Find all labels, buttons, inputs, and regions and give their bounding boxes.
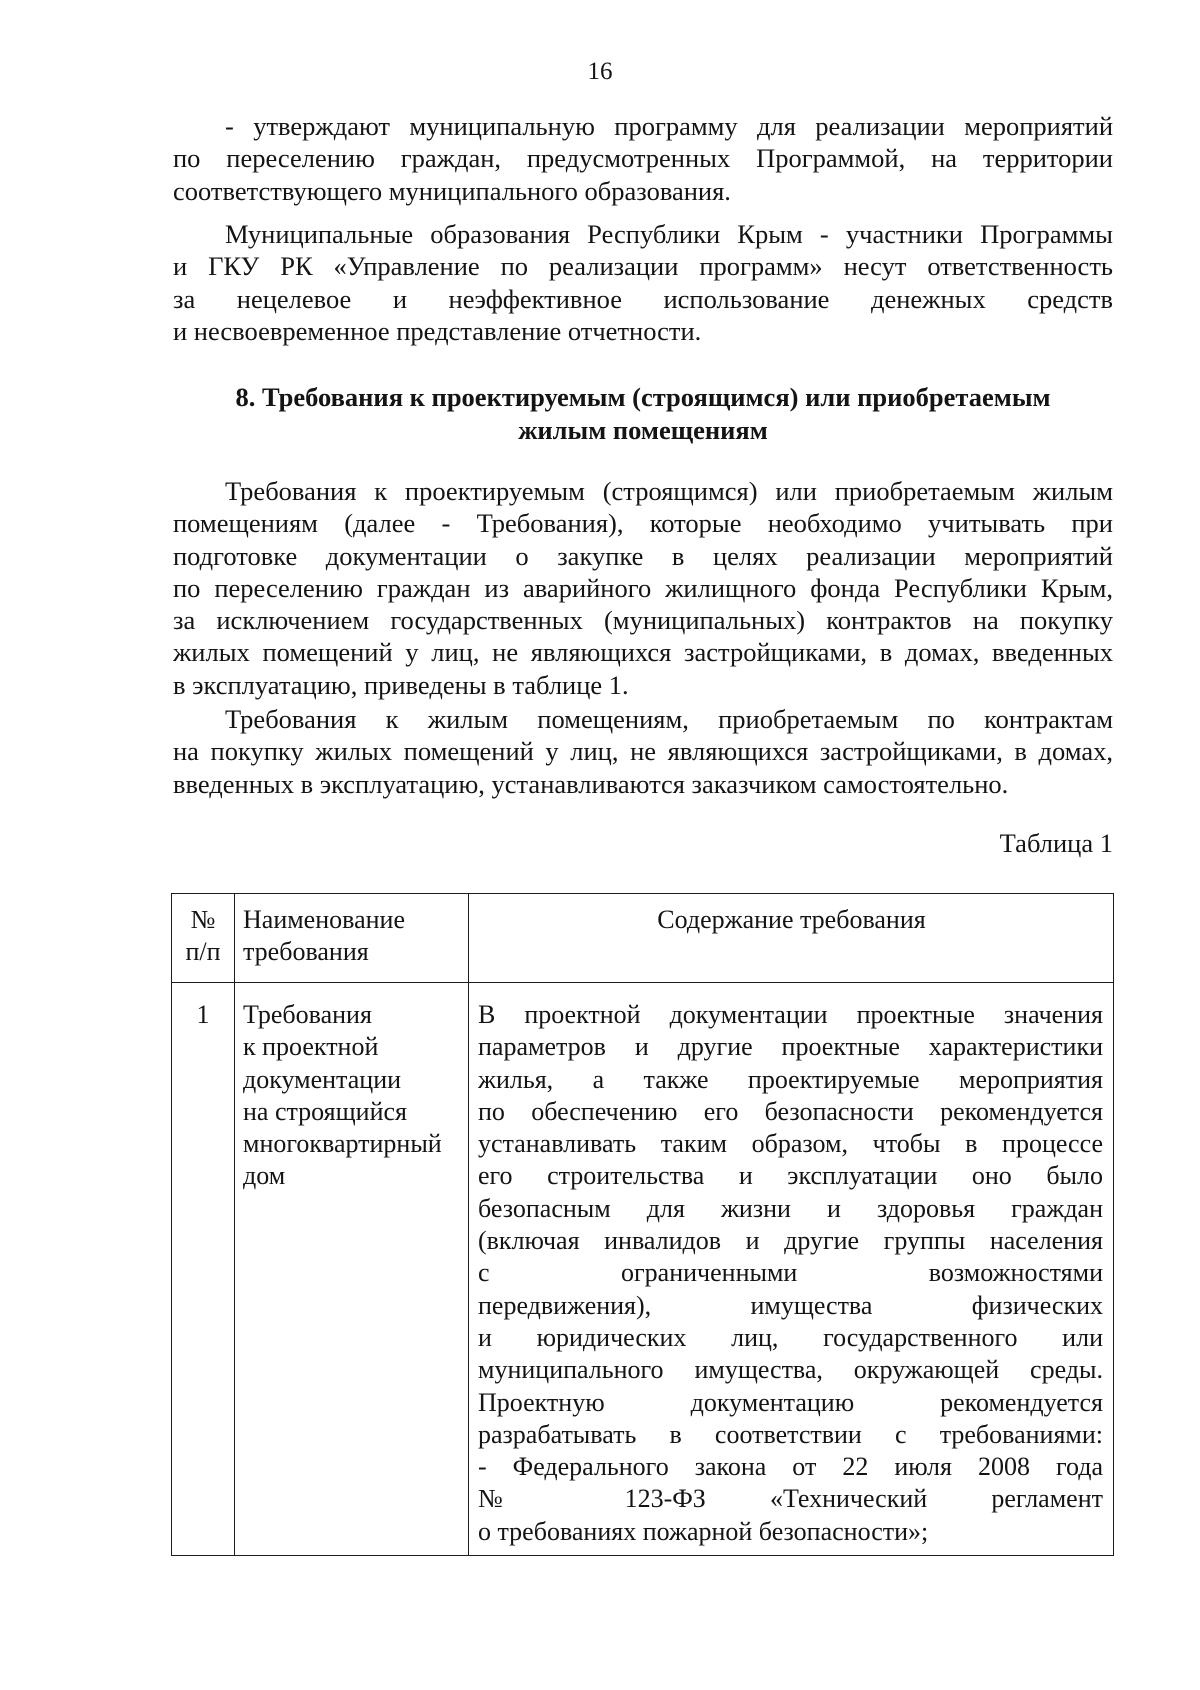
paragraph-line: и ГКУ РК «Управление по реализации программ» несут ответственность — [173, 251, 1113, 282]
row-content-line: жилья, а также проектируемые мероприятия — [478, 1064, 1103, 1094]
header-cell-content — [470, 904, 1113, 936]
table-caption: Таблица 1 — [999, 828, 1113, 858]
paragraph-line: подготовке документации о закупке в целях реализации мероприятий — [173, 540, 1113, 571]
paragraph-line: соответствующего муниципального образования. — [173, 175, 731, 206]
row-content-line: Проектную документацию рекомендуется — [478, 1387, 1103, 1417]
section-heading-line: 8. Требования к проектируемым (строящимся) или приобретаемым — [235, 382, 1051, 412]
column-divider — [468, 894, 469, 1555]
responsibility-paragraph — [173, 218, 1113, 347]
requirements-table — [171, 893, 1114, 1556]
header-divider — [172, 982, 1113, 983]
row-content-line: - Федерального закона от 22 июля 2008 года — [478, 1452, 1103, 1482]
paragraph-line: за нецелевое и неэффективное использование денежных средств — [173, 283, 1113, 314]
row-name-line: дом — [243, 1161, 286, 1191]
customer-paragraph — [173, 703, 1113, 800]
page-number: 16 — [587, 58, 613, 85]
row-content-line: № 123-ФЗ «Технический регламент — [478, 1484, 1103, 1514]
header-text: Наименование — [243, 905, 405, 934]
intro-paragraph — [173, 110, 1113, 207]
paragraph-line: Муниципальные образования Республики Крым - участники Программы — [225, 219, 1113, 249]
row-content-line: параметров и другие проектные характеристики — [478, 1032, 1103, 1062]
row-name-line: документации — [243, 1064, 402, 1094]
row-name-line: многоквартирный — [243, 1129, 442, 1159]
header-text: п/п — [185, 937, 221, 967]
row-content-line: разрабатывать в соответствии с требованиями: — [478, 1419, 1103, 1449]
paragraph-line: и несвоевременное представление отчетности. — [173, 315, 702, 346]
section-heading-line: жилым помещениям — [518, 415, 768, 445]
paragraph-line: Требования к жилым помещениям, приобретаемым по контрактам — [225, 704, 1113, 734]
paragraph-line: на покупку жилых помещений у лиц, не являющихся застройщиками, в домах, — [173, 736, 1113, 767]
row-content-line: устанавливать таким образом, чтобы в процессе — [478, 1129, 1103, 1159]
header-cell-number — [172, 904, 234, 969]
row-name-line: Требования — [243, 1000, 372, 1029]
paragraph-line: по переселению граждан, предусмотренных Программой, на территории — [173, 143, 1113, 174]
header-text: № — [190, 905, 216, 934]
row-name-cell — [243, 999, 465, 1193]
row-content-line: безопасным для жизни и здоровья граждан — [478, 1193, 1103, 1223]
row-content-line: муниципального имущества, окружающей среды. — [478, 1355, 1103, 1385]
row-content-line: о требованиях пожарной безопасности»; — [478, 1516, 929, 1546]
paragraph-line: Требования к проектируемым (строящимся) или приобретаемым жилым — [225, 476, 1113, 506]
paragraph-line: помещениям (далее - Требования), которые необходимо учитывать при — [173, 508, 1113, 539]
row-content-line: его строительства и эксплуатации оно было — [478, 1161, 1103, 1191]
section-heading — [173, 381, 1113, 447]
row-content-line: передвижения), имущества физических — [478, 1290, 1103, 1320]
row-content-line: по обеспечению его безопасности рекомендуется — [478, 1096, 1103, 1126]
header-text: Содержание требования — [657, 905, 926, 934]
paragraph-line: в эксплуатацию, приведены в таблице 1. — [173, 669, 629, 700]
row-content-line: (включая инвалидов и другие группы населения — [478, 1226, 1103, 1256]
row-content-line: и юридических лиц, государственного или — [478, 1322, 1103, 1352]
paragraph-line: введенных в эксплуатацию, устанавливаются заказчиком самостоятельно. — [173, 768, 1009, 799]
row-number: 1 — [196, 1000, 210, 1029]
paragraph-line: жилых помещений у лиц, не являющихся застройщиками, в домах, введенных — [173, 637, 1113, 668]
row-number-cell — [172, 999, 234, 1031]
row-content-line: В проектной документации проектные значения — [478, 1000, 1103, 1029]
requirements-paragraph — [173, 475, 1113, 701]
header-cell-name — [243, 904, 465, 969]
row-content-line: с ограниченными возможностями — [478, 1258, 1103, 1288]
row-name-line: на строящийся — [243, 1096, 407, 1126]
row-name-line: к проектной — [243, 1032, 379, 1062]
column-divider — [234, 894, 235, 1555]
header-text: требования — [243, 937, 369, 967]
paragraph-line: за исключением государственных (муниципальных) контрактов на покупку — [173, 605, 1113, 636]
paragraph-line: по переселению граждан из аварийного жилищного фонда Республики Крым, — [173, 572, 1113, 603]
paragraph-line: - утверждают муниципальную программу для реализации мероприятий — [225, 111, 1113, 141]
row-content-cell — [478, 999, 1103, 1548]
